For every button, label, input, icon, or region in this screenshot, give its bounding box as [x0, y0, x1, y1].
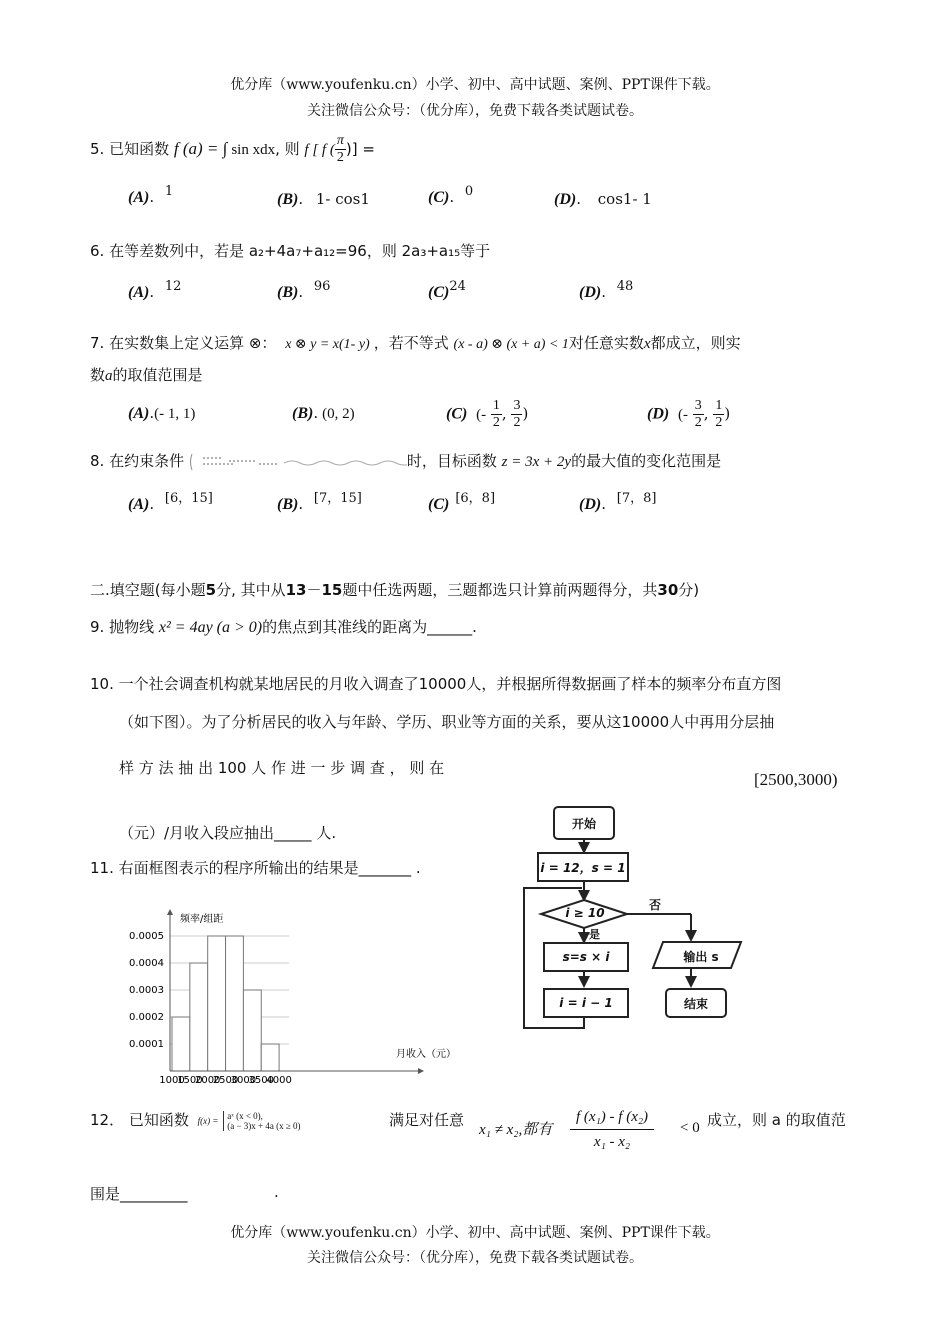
q6-option-a-value: 12 — [164, 279, 182, 294]
q6-option-a-label: (A) — [128, 284, 150, 301]
histogram-x-tick-label: 4000 — [266, 1075, 292, 1085]
histogram-x-tick-label: 2000 — [194, 1075, 221, 1085]
q12-piece-1: aˣ (x < 0), — [227, 1110, 263, 1121]
q7-var-a: a — [105, 368, 113, 384]
q7-d-n1: 3 — [694, 398, 702, 413]
q6-option-c-label: (C) — [428, 284, 450, 301]
q7-c-d1: 2 — [492, 415, 500, 430]
q7-option-a: (A).(- 1, 1) — [128, 404, 196, 422]
q12-piece-brace — [223, 1111, 300, 1131]
flowchart-init: i = 12，s = 1 — [537, 852, 629, 882]
q7-c-n1: 1 — [492, 398, 500, 413]
q7-c-frac-2 — [511, 398, 522, 431]
q5-fraction — [335, 133, 346, 166]
flowchart-output: 输出 s — [683, 950, 719, 964]
histogram-y-tick-label: 0.0004 — [129, 958, 164, 969]
q12-frac — [570, 1105, 654, 1154]
q6-option-b-value: 96 — [313, 279, 331, 294]
question-7 — [90, 332, 741, 353]
question-8 — [90, 450, 721, 472]
section-2-b: 分, 其中从 — [216, 581, 286, 599]
q10-line-4: （元）/月收入段应抽出_____ 人. — [119, 824, 337, 842]
q7-d-n2: 1 — [715, 398, 723, 413]
q12-suffix: 成立，则 a 的取值范 — [707, 1111, 846, 1129]
question-7-line-2 — [90, 364, 203, 385]
question-9 — [90, 616, 477, 637]
q7-d-frac-1 — [693, 398, 704, 431]
section-2-a: 二.填空题(每小题 — [90, 581, 206, 599]
q6-option-b: (B). 96 — [277, 279, 331, 301]
section-2-n4: 30 — [657, 581, 679, 599]
q5-option-d: (D). cos1- 1 — [554, 190, 652, 208]
section-2-c: － — [306, 581, 322, 599]
q6-option-d-value: 48 — [616, 279, 634, 294]
q8-option-a: (A). [6，15] — [128, 491, 213, 513]
q6-option-d-label: (D) — [579, 284, 602, 301]
q8-text-c: 的最大值的变化范围是 — [571, 452, 722, 470]
q5-option-d-value: cos1- 1 — [597, 190, 652, 208]
histogram-bar — [172, 1017, 190, 1071]
q7-c-frac-1 — [491, 398, 502, 431]
q5-option-a-value: 1 — [164, 184, 174, 199]
header-line-2: 关注微信公众号：（优分库），免费下载各类试题试卷。 — [307, 103, 643, 119]
q12-mid-text — [389, 1109, 464, 1130]
q5-prefix: 5. 已知函数 — [90, 140, 170, 158]
q7-option-d-lead: (- — [678, 406, 688, 423]
q7-option-c-tail: ) — [522, 404, 529, 423]
histogram-x-tick-label: 3500 — [248, 1075, 274, 1085]
q8-option-b-label: (B) — [277, 496, 299, 513]
question-6: 6. 在等差数列中，若是 a₂+4a₇+a₁₂=96，则 2a₃+a₁₅等于 — [90, 242, 491, 260]
histogram-bar — [190, 963, 208, 1071]
section-2-n2: 13 — [285, 581, 307, 599]
q8-option-d-label: (D) — [579, 496, 602, 513]
q8-constraint-image — [189, 452, 407, 472]
q8-option-b-value: [7，15] — [313, 491, 362, 506]
q12-cond: x₁ ≠ x₂,都有 — [479, 1122, 553, 1138]
q12-frac-den: x₁ - x₂ — [593, 1134, 631, 1150]
q7-option-c-lead: (- — [476, 406, 487, 423]
q12-prefix: 12． 已知函数 — [90, 1111, 189, 1129]
q12-piece-lhs: f(x) = — [197, 1115, 219, 1126]
q6-option-d: (D). 48 — [579, 279, 634, 301]
q7-c-n2: 3 — [513, 398, 521, 413]
q7-text-c: 对任意实数 — [568, 334, 644, 352]
q8-option-b: (B). [7，15] — [277, 491, 362, 513]
q5-close: )] = — [345, 140, 375, 158]
q8-text-b: 时，目标函数 — [406, 452, 497, 470]
header-line-1: 优分库（www.youfenku.cn）小学、初中、高中试题、案例、PPT课件下载。 — [230, 77, 720, 93]
histogram-bar — [226, 936, 244, 1071]
q8-option-c-value: [6，8] — [455, 491, 496, 506]
histogram-x-tick-label: 1000 — [159, 1075, 185, 1085]
q12-piecewise — [198, 1111, 301, 1131]
flowchart-condition: i ≥ 10 — [565, 906, 605, 920]
q12-frac-num: f (x₁) - f (x₂) — [570, 1105, 654, 1130]
footer-line-2: 关注微信公众号：（优分库），免费下载各类试题试卷。 — [307, 1250, 643, 1266]
histogram-y-arrow — [167, 909, 173, 915]
q7-option-c-label: (C) — [446, 405, 468, 423]
histogram-x-arrow — [418, 1068, 424, 1074]
q5-frac-den: 2 — [336, 150, 344, 165]
q5-mid: , 则 — [275, 140, 300, 158]
q8-text-a: 8. 在约束条件 — [90, 452, 185, 470]
flowchart-step-decrement: i = i − 1 — [543, 988, 629, 1018]
histogram-bar — [208, 936, 226, 1071]
histogram-bar — [261, 1044, 279, 1071]
q7-text-a: 7. 在实数集上定义运算 ⊗： — [90, 334, 277, 352]
q5-option-c-label: (C) — [428, 189, 450, 206]
q9-prefix: 9. 抛物线 — [90, 618, 155, 636]
q5-option-b: (B). 1- cos1 — [277, 190, 370, 208]
q6-option-b-label: (B) — [277, 284, 299, 301]
flowchart-yes-label: 是 — [589, 928, 600, 941]
q7-option-a-label: (A) — [128, 405, 150, 422]
section-2-n1: 5 — [205, 581, 217, 599]
flowchart-step-multiply: s=s × i — [543, 942, 629, 972]
q8-option-d-value: [7，8] — [616, 491, 657, 506]
histogram-y-tick-label: 0.0005 — [129, 931, 164, 942]
q6-option-c-value: 24 — [449, 279, 466, 294]
q8-option-c — [428, 491, 496, 514]
question-11: 11. 右面框图表示的程序所输出的结果是_______ . — [90, 859, 421, 877]
q8-objective: z = 3x + 2y — [501, 454, 572, 470]
q5-option-b-label: (B) — [277, 191, 299, 208]
q5-frac-num: π — [336, 133, 344, 148]
q5-integrand: sin xdx — [231, 142, 276, 158]
footer-line-1: 优分库（www.youfenku.cn）小学、初中、高中试题、案例、PPT课件下载。 — [230, 1225, 720, 1241]
q10-line-1: 10. 一个社会调查机构就某地居民的月收入调查了10000人，并根据所得数据画了样本的频率分布直方图 — [90, 675, 782, 693]
q7-text-d: 都成立，则实 — [650, 334, 741, 352]
q7-d-d2: 2 — [715, 415, 723, 430]
q5-option-a: (A). 1 — [128, 184, 174, 206]
histogram-y-tick-label: 0.0001 — [129, 1039, 164, 1050]
section-2-d: 题中任选两题，三题都选只计算前两题得分，共 — [342, 581, 658, 599]
flowchart — [515, 800, 760, 1035]
q12-fraction — [570, 1105, 654, 1154]
question-12 — [90, 1109, 301, 1131]
q12-mid: 满足对任意 — [389, 1111, 465, 1129]
q10-interval: [2500,3000) — [754, 770, 838, 789]
histogram-x-tick-label: 2500 — [212, 1075, 239, 1085]
q7-d-d1: 2 — [694, 415, 702, 430]
q7-option-c: (C) (- $\frac{1}{2}$ , $\frac{3}{2}$ ) — [446, 398, 529, 430]
q5-option-c-value: 0 — [464, 184, 474, 199]
histogram-bar — [243, 990, 261, 1071]
q10-line-2: （如下图）。为了分析居民的收入与年龄、学历、职业等方面的关系，要从这10000人中再用分层抽 — [119, 713, 775, 731]
q7-option-d-label: (D) — [647, 405, 670, 423]
histogram-svg — [118, 905, 468, 1085]
q7-line2: 数 — [90, 366, 106, 384]
q9-eq: x² = 4ay (a > 0) — [158, 619, 263, 636]
q7-line2b: 的取值范围是 — [112, 366, 203, 384]
q12-lt: < 0 — [680, 1120, 700, 1136]
q10-line-3: 样 方 法 抽 出 100 人 作 进 一 步 调 查 ， 则 在 — [119, 759, 445, 777]
q7-c-d2: 2 — [513, 415, 521, 430]
flowchart-end: 结束 — [665, 988, 727, 1018]
q7-option-d-tail: ) — [724, 404, 731, 423]
histogram — [118, 905, 468, 1085]
histogram-x-title: 月收入（元） — [396, 1049, 456, 1060]
histogram-x-tick-label: 1500 — [177, 1075, 203, 1085]
q7-option-d: (D) (- $\frac{3}{2}$ , $\frac{1}{2}$ ) — [647, 398, 731, 430]
q8-option-d: (D). [7，8] — [579, 491, 657, 513]
section-2-title — [90, 579, 699, 600]
q7-op-def: x ⊗ y = x(1- y) — [285, 337, 370, 352]
q5-option-d-label: (D) — [554, 191, 577, 208]
q5-option-b-value: 1- cos1 — [315, 190, 370, 208]
q12-piece-2: (a − 3)x + 4a (x ≥ 0) — [227, 1120, 301, 1131]
q7-option-b-value: (0, 2) — [322, 406, 355, 422]
q7-option-b: (B). (0, 2) — [292, 404, 355, 422]
q5-call: f [ f ( — [304, 142, 335, 158]
q8-option-a-value: [6，15] — [164, 491, 213, 506]
histogram-x-tick-label: 3000 — [230, 1075, 257, 1085]
histogram-y-title: 频率/组距 — [180, 914, 224, 925]
q7-d-frac-2 — [713, 398, 724, 431]
flowchart-no-label: 否 — [649, 898, 662, 912]
q5-option-c: (C). 0 — [428, 184, 474, 206]
q5-func: f (a) = ∫ — [173, 139, 228, 158]
q5-option-a-label: (A) — [128, 189, 150, 206]
q7-var-x: x — [643, 336, 651, 352]
question-5 — [90, 133, 375, 166]
section-2-n3: 15 — [321, 581, 343, 599]
q12-line-2: 围是_________ — [90, 1185, 188, 1203]
q6-option-a: (A). 12 — [128, 279, 182, 301]
q7-option-b-label: (B) — [292, 405, 314, 422]
q6-option-c — [428, 279, 466, 302]
q7-option-a-value: (- 1, 1) — [154, 406, 196, 422]
q7-ineq: (x - a) ⊗ (x + a) < 1 — [453, 337, 569, 352]
q12-line-2-end: . — [274, 1183, 279, 1201]
histogram-y-tick-label: 0.0002 — [129, 1012, 164, 1023]
histogram-y-tick-label: 0.0003 — [129, 985, 164, 996]
flowchart-start: 开始 — [553, 806, 615, 840]
q8-option-c-label: (C) — [428, 496, 450, 513]
q8-option-a-label: (A) — [128, 496, 150, 513]
q7-text-b: ，若不等式 — [373, 334, 449, 352]
q9-suffix: 的焦点到其准线的距离为______. — [262, 618, 477, 636]
section-2-e: 分) — [678, 581, 700, 599]
